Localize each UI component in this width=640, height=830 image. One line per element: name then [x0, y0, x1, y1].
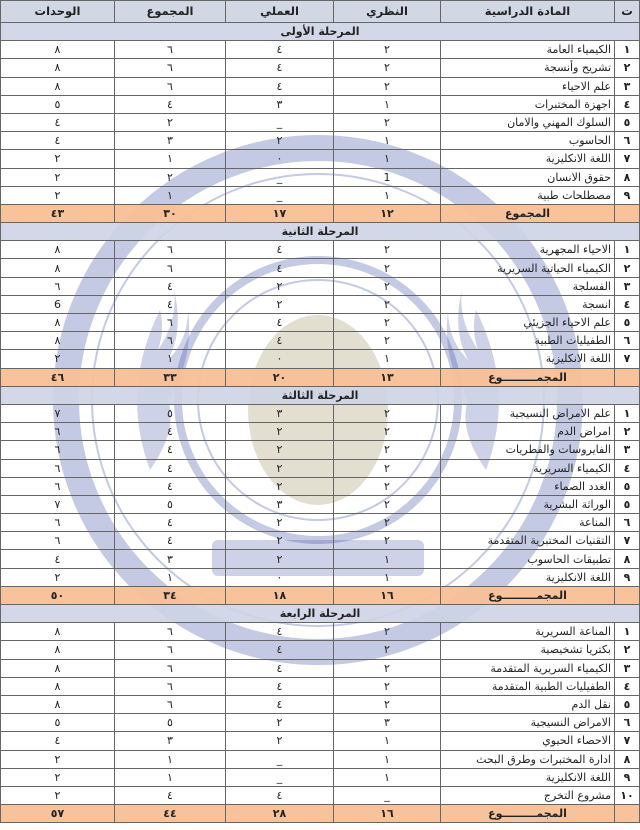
total-hours: ١ [115, 186, 226, 204]
total-units: ٥٧ [1, 805, 115, 823]
theory-hours: ٢ [334, 295, 441, 313]
theory-hours: ١ [334, 350, 441, 368]
row-number: ٦ [615, 514, 640, 532]
subject-name: علم الاحياء الجزيئي [441, 314, 615, 332]
practical-hours: ٤ [226, 77, 334, 95]
subject-name: السلوك المهني والامان [441, 113, 615, 131]
total-units: ٥٠ [1, 586, 115, 604]
table-row [1, 768, 640, 786]
table-row [1, 277, 640, 295]
stage-title-row [1, 223, 640, 241]
stage-total-row [1, 368, 640, 386]
total-empty-cell [615, 368, 640, 386]
practical-hours: ٤ [226, 623, 334, 641]
row-number: ١ [615, 241, 640, 259]
subject-name: المناعة [441, 514, 615, 532]
row-number: ٧ [615, 150, 640, 168]
theory-hours: ٢ [334, 659, 441, 677]
credit-units: ٨ [1, 259, 115, 277]
practical-hours: ٢ [226, 132, 334, 150]
subject-name: مصطلحات طبية [441, 186, 615, 204]
practical-hours: _ [226, 186, 334, 204]
subject-name: اللغة الانكليزية [441, 150, 615, 168]
table-row [1, 695, 640, 713]
theory-hours: ٢ [334, 241, 441, 259]
total-hours: ٤ [115, 423, 226, 441]
row-number: ٨ [615, 750, 640, 768]
total-hours: ٦ [115, 677, 226, 695]
total-hours: ٣ [115, 132, 226, 150]
theory-hours: ٢ [334, 59, 441, 77]
credit-units: ٧ [1, 495, 115, 513]
subject-name: الكيمياء السريرية [441, 459, 615, 477]
row-number: ١٠ [615, 786, 640, 804]
row-number: ٥ [615, 695, 640, 713]
subject-name: الكيمياء العامة [441, 41, 615, 59]
practical-hours: ٠ [226, 150, 334, 168]
practical-hours: ٢ [226, 714, 334, 732]
total-hours: ٤ [115, 277, 226, 295]
credit-units: ٦ [1, 277, 115, 295]
row-number: ١ [615, 623, 640, 641]
theory-hours: ٢ [334, 332, 441, 350]
practical-hours: ٤ [226, 677, 334, 695]
row-number: ٦ [615, 332, 640, 350]
subject-name: مشروع التخرج [441, 786, 615, 804]
practical-hours: _ [226, 168, 334, 186]
stage-title: المرحلة الأولى [1, 23, 640, 41]
subject-name: حقوق الانسان [441, 168, 615, 186]
row-number: ٨ [615, 550, 640, 568]
table-row [1, 186, 640, 204]
total-hours: ٢ [115, 113, 226, 131]
credit-units: ٢ [1, 186, 115, 204]
table-row [1, 132, 640, 150]
credit-units: ٢ [1, 786, 115, 804]
row-number: ٣ [615, 277, 640, 295]
theory-hours: ٢ [334, 677, 441, 695]
table-row [1, 241, 640, 259]
total-hours: ١ [115, 568, 226, 586]
header-practical: العملي [226, 1, 334, 23]
row-number: ٣ [615, 659, 640, 677]
header-theory: النظري [334, 1, 441, 23]
total-hours-sum: ٣٣ [115, 368, 226, 386]
row-number: ٤ [615, 459, 640, 477]
total-theory: ١٣ [334, 368, 441, 386]
theory-hours: ١ [334, 768, 441, 786]
total-hours: ٦ [115, 314, 226, 332]
subject-name: الكيمياء الحياتية السريرية [441, 259, 615, 277]
credit-units: ٨ [1, 41, 115, 59]
total-practical: ١٧ [226, 204, 334, 222]
credit-units: ٧ [1, 404, 115, 422]
stage-total-row [1, 805, 640, 823]
subject-name: الطفيليات الطبية المتقدمة [441, 677, 615, 695]
theory-hours: ٣ [334, 714, 441, 732]
total-label: المجموع [441, 204, 615, 222]
subject-name: الوراثة البشرية [441, 495, 615, 513]
row-number: ٨ [615, 168, 640, 186]
credit-units: ٨ [1, 677, 115, 695]
practical-hours: ٣ [226, 495, 334, 513]
practical-hours: ٢ [226, 477, 334, 495]
total-empty-cell [615, 586, 640, 604]
header-subject: المادة الدراسية [441, 1, 615, 23]
theory-hours: ٢ [334, 314, 441, 332]
total-hours: ٦ [115, 59, 226, 77]
theory-hours: ١ [334, 132, 441, 150]
total-empty-cell [615, 805, 640, 823]
subject-name: الامراض النسيجية [441, 714, 615, 732]
total-hours: ٢ [115, 168, 226, 186]
credit-units: ٢ [1, 150, 115, 168]
table-row [1, 550, 640, 568]
row-number: ٩ [615, 186, 640, 204]
practical-hours: _ [226, 113, 334, 131]
total-units: ٤٣ [1, 204, 115, 222]
table-row [1, 641, 640, 659]
table-row [1, 295, 640, 313]
total-hours: ٦ [115, 259, 226, 277]
theory-hours: ٢ [334, 77, 441, 95]
row-number: ٢ [615, 423, 640, 441]
subject-name: اللغة الانكليزية [441, 768, 615, 786]
total-hours: ١ [115, 350, 226, 368]
row-number: ٢ [615, 59, 640, 77]
header-units: الوحدات [1, 1, 115, 23]
credit-units: ٢ [1, 168, 115, 186]
theory-hours: ٢ [334, 623, 441, 641]
row-number: ٥ [615, 477, 640, 495]
table-row [1, 95, 640, 113]
table-row [1, 568, 640, 586]
row-number: ٣ [615, 441, 640, 459]
table-row [1, 441, 640, 459]
subject-name: اللغة الانكليزية [441, 350, 615, 368]
subject-name: تشريح وأنسجة [441, 59, 615, 77]
credit-units: ٢ [1, 768, 115, 786]
stage-title: المرحلة الثالثة [1, 386, 640, 404]
total-hours: ١ [115, 750, 226, 768]
table-row [1, 623, 640, 641]
theory-hours: ١ [334, 568, 441, 586]
row-number: ٧ [615, 350, 640, 368]
table-row [1, 659, 640, 677]
subject-name: الاحياء المجهرية [441, 241, 615, 259]
table-row [1, 750, 640, 768]
row-number: ٣ [615, 77, 640, 95]
total-theory: ١٢ [334, 204, 441, 222]
table-row [1, 459, 640, 477]
credit-units: ٨ [1, 59, 115, 77]
total-hours: ٤ [115, 295, 226, 313]
credit-units: ٤ [1, 113, 115, 131]
total-theory: ١٦ [334, 805, 441, 823]
practical-hours: ٢ [226, 532, 334, 550]
practical-hours: ٤ [226, 59, 334, 77]
theory-hours: ٢ [334, 641, 441, 659]
row-number: ٥ [615, 495, 640, 513]
total-label: المجمـــــــــوع [441, 805, 615, 823]
total-label: المجمـــــــــوع [441, 368, 615, 386]
total-label: المجمـــــــــوع [441, 586, 615, 604]
total-hours: ٦ [115, 641, 226, 659]
total-practical: ٢٨ [226, 805, 334, 823]
practical-hours: ٣ [226, 404, 334, 422]
subject-name: امراض الدم [441, 423, 615, 441]
theory-hours: ١ [334, 550, 441, 568]
theory-hours: ٢ [334, 695, 441, 713]
table-row [1, 514, 640, 532]
theory-hours: ٢ [334, 404, 441, 422]
stage-title-row [1, 386, 640, 404]
total-hours-sum: ٤٤ [115, 805, 226, 823]
subject-name: علم الامراض النسيجية [441, 404, 615, 422]
credit-units: ٥ [1, 95, 115, 113]
theory-hours: ٢ [334, 532, 441, 550]
credit-units: ٤ [1, 550, 115, 568]
total-hours: ٤ [115, 532, 226, 550]
subject-name: انسجة [441, 295, 615, 313]
credit-units: ٨ [1, 314, 115, 332]
total-hours: ٥ [115, 404, 226, 422]
practical-hours: ٢ [226, 295, 334, 313]
table-row [1, 41, 640, 59]
subject-name: الطفيليات الطبية [441, 332, 615, 350]
theory-hours: _ [334, 786, 441, 804]
header-row [1, 1, 640, 23]
table-row [1, 168, 640, 186]
practical-hours: ٤ [226, 695, 334, 713]
row-number: ٩ [615, 768, 640, 786]
stage-title-row [1, 23, 640, 41]
credit-units: ٤ [1, 132, 115, 150]
row-number: ٥ [615, 314, 640, 332]
credit-units: ٦ [1, 459, 115, 477]
practical-hours: ٤ [226, 659, 334, 677]
subject-name: بكتريا تشخيصية [441, 641, 615, 659]
practical-hours: ٠ [226, 350, 334, 368]
credit-units: ٦ [1, 423, 115, 441]
total-hours: ١ [115, 768, 226, 786]
practical-hours: ٢ [226, 732, 334, 750]
total-hours: ٦ [115, 77, 226, 95]
practical-hours: ٢ [226, 441, 334, 459]
theory-hours: ٢ [334, 41, 441, 59]
row-number: ٢ [615, 259, 640, 277]
total-hours-sum: ٣٠ [115, 204, 226, 222]
table-row [1, 59, 640, 77]
total-hours: ٤ [115, 441, 226, 459]
credit-units: ٢ [1, 750, 115, 768]
row-number: ٢ [615, 641, 640, 659]
credit-units: ٨ [1, 332, 115, 350]
total-hours: ٣ [115, 550, 226, 568]
row-number: ٤ [615, 677, 640, 695]
practical-hours: ٤ [226, 332, 334, 350]
credit-units: ٨ [1, 623, 115, 641]
theory-hours: ١ [334, 95, 441, 113]
stage-title: المرحلة الرابعة [1, 605, 640, 623]
table-row [1, 150, 640, 168]
total-hours: ٤ [115, 786, 226, 804]
practical-hours: _ [226, 750, 334, 768]
row-number: ٥ [615, 113, 640, 131]
table-row [1, 113, 640, 131]
theory-hours: ٢ [334, 514, 441, 532]
total-hours: ١ [115, 150, 226, 168]
credit-units: ٢ [1, 568, 115, 586]
row-number: ٦ [615, 132, 640, 150]
total-empty-cell [615, 204, 640, 222]
total-hours: ٦ [115, 332, 226, 350]
subject-name: تطبيقات الحاسوب [441, 550, 615, 568]
total-units: ٤٦ [1, 368, 115, 386]
table-row [1, 314, 640, 332]
theory-hours: ٢ [334, 259, 441, 277]
credit-units: ٦ [1, 532, 115, 550]
practical-hours: ٠ [226, 568, 334, 586]
theory-hours: ١ [334, 750, 441, 768]
theory-hours: ٢ [334, 113, 441, 131]
table-row [1, 423, 640, 441]
subject-name: الاحصاء الحيوي [441, 732, 615, 750]
credit-units: ٦ [1, 441, 115, 459]
table-row [1, 714, 640, 732]
table-row [1, 350, 640, 368]
practical-hours: ٢ [226, 423, 334, 441]
theory-hours: ٢ [334, 423, 441, 441]
total-hours: ٤ [115, 477, 226, 495]
stage-total-row [1, 204, 640, 222]
practical-hours: ٢ [226, 459, 334, 477]
credit-units: ٤ [1, 732, 115, 750]
row-number: ٦ [615, 714, 640, 732]
total-hours: ٦ [115, 659, 226, 677]
subject-name: الحاسوب [441, 132, 615, 150]
subject-name: اللغة الانكليزية [441, 568, 615, 586]
total-hours: ٦ [115, 241, 226, 259]
total-hours-sum: ٣٤ [115, 586, 226, 604]
theory-hours: ٢ [334, 495, 441, 513]
total-practical: ٢٠ [226, 368, 334, 386]
table-row [1, 77, 640, 95]
practical-hours: ٤ [226, 641, 334, 659]
total-hours: ٥ [115, 495, 226, 513]
subject-name: الفسلجة [441, 277, 615, 295]
total-hours: ٦ [115, 623, 226, 641]
subject-name: المناعة السريرية [441, 623, 615, 641]
row-number: ٤ [615, 95, 640, 113]
practical-hours: ٢ [226, 277, 334, 295]
row-number: ٧ [615, 532, 640, 550]
subject-name: علم الاحياء [441, 77, 615, 95]
credit-units: ٦ [1, 477, 115, 495]
credit-units: ٨ [1, 241, 115, 259]
table-row [1, 732, 640, 750]
total-hours: ٥ [115, 714, 226, 732]
stage-title: المرحلة الثانية [1, 223, 640, 241]
total-hours: ٤ [115, 459, 226, 477]
practical-hours: ٤ [226, 41, 334, 59]
table-row [1, 677, 640, 695]
credit-units: ٨ [1, 659, 115, 677]
credit-units: ٥ [1, 714, 115, 732]
subject-name: نقل الدم [441, 695, 615, 713]
credit-units: ٦ [1, 514, 115, 532]
header-number: ت [615, 1, 640, 23]
theory-hours: ١ [334, 186, 441, 204]
theory-hours: ١ [334, 732, 441, 750]
credit-units: ٨ [1, 77, 115, 95]
practical-hours: ٤ [226, 786, 334, 804]
subject-name: الفايروسات والفطريات [441, 441, 615, 459]
theory-hours: ٢ [334, 459, 441, 477]
row-number: ٧ [615, 732, 640, 750]
row-number: ١ [615, 404, 640, 422]
total-hours: ٦ [115, 695, 226, 713]
subject-name: الكيمياء السريرية المتقدمة [441, 659, 615, 677]
table-row [1, 404, 640, 422]
table-row [1, 495, 640, 513]
stage-title-row [1, 605, 640, 623]
total-hours: ٤ [115, 514, 226, 532]
table-row [1, 477, 640, 495]
theory-hours: ٢ [334, 477, 441, 495]
credit-units: ٢ [1, 350, 115, 368]
row-number: ٩ [615, 568, 640, 586]
theory-hours: ٢ [334, 277, 441, 295]
table-row [1, 786, 640, 804]
subject-name: الغدد الصماء [441, 477, 615, 495]
row-number: ٤ [615, 295, 640, 313]
practical-hours: ٣ [226, 95, 334, 113]
subject-name: التقنيات المختبرية المتقدمة [441, 532, 615, 550]
practical-hours: _ [226, 768, 334, 786]
stage-total-row [1, 586, 640, 604]
table-row [1, 259, 640, 277]
table-row [1, 532, 640, 550]
subject-name: اجهزة المختبرات [441, 95, 615, 113]
subject-name: ادارة المختبرات وطرق البحث [441, 750, 615, 768]
credit-units: ٨ [1, 695, 115, 713]
total-hours: ٣ [115, 732, 226, 750]
practical-hours: ٤ [226, 314, 334, 332]
practical-hours: ٢ [226, 514, 334, 532]
total-practical: ١٨ [226, 586, 334, 604]
practical-hours: ٢ [226, 550, 334, 568]
total-hours: ٦ [115, 41, 226, 59]
practical-hours: ٤ [226, 259, 334, 277]
row-number: ١ [615, 41, 640, 59]
theory-hours: ٢ [334, 441, 441, 459]
theory-hours: ١ [334, 150, 441, 168]
total-hours: ٤ [115, 95, 226, 113]
theory-hours: 1 [334, 168, 441, 186]
header-total: المجموع [115, 1, 226, 23]
credit-units: 6 [1, 295, 115, 313]
total-theory: ١٦ [334, 586, 441, 604]
practical-hours: ٤ [226, 241, 334, 259]
credit-units: ٨ [1, 641, 115, 659]
table-row [1, 332, 640, 350]
